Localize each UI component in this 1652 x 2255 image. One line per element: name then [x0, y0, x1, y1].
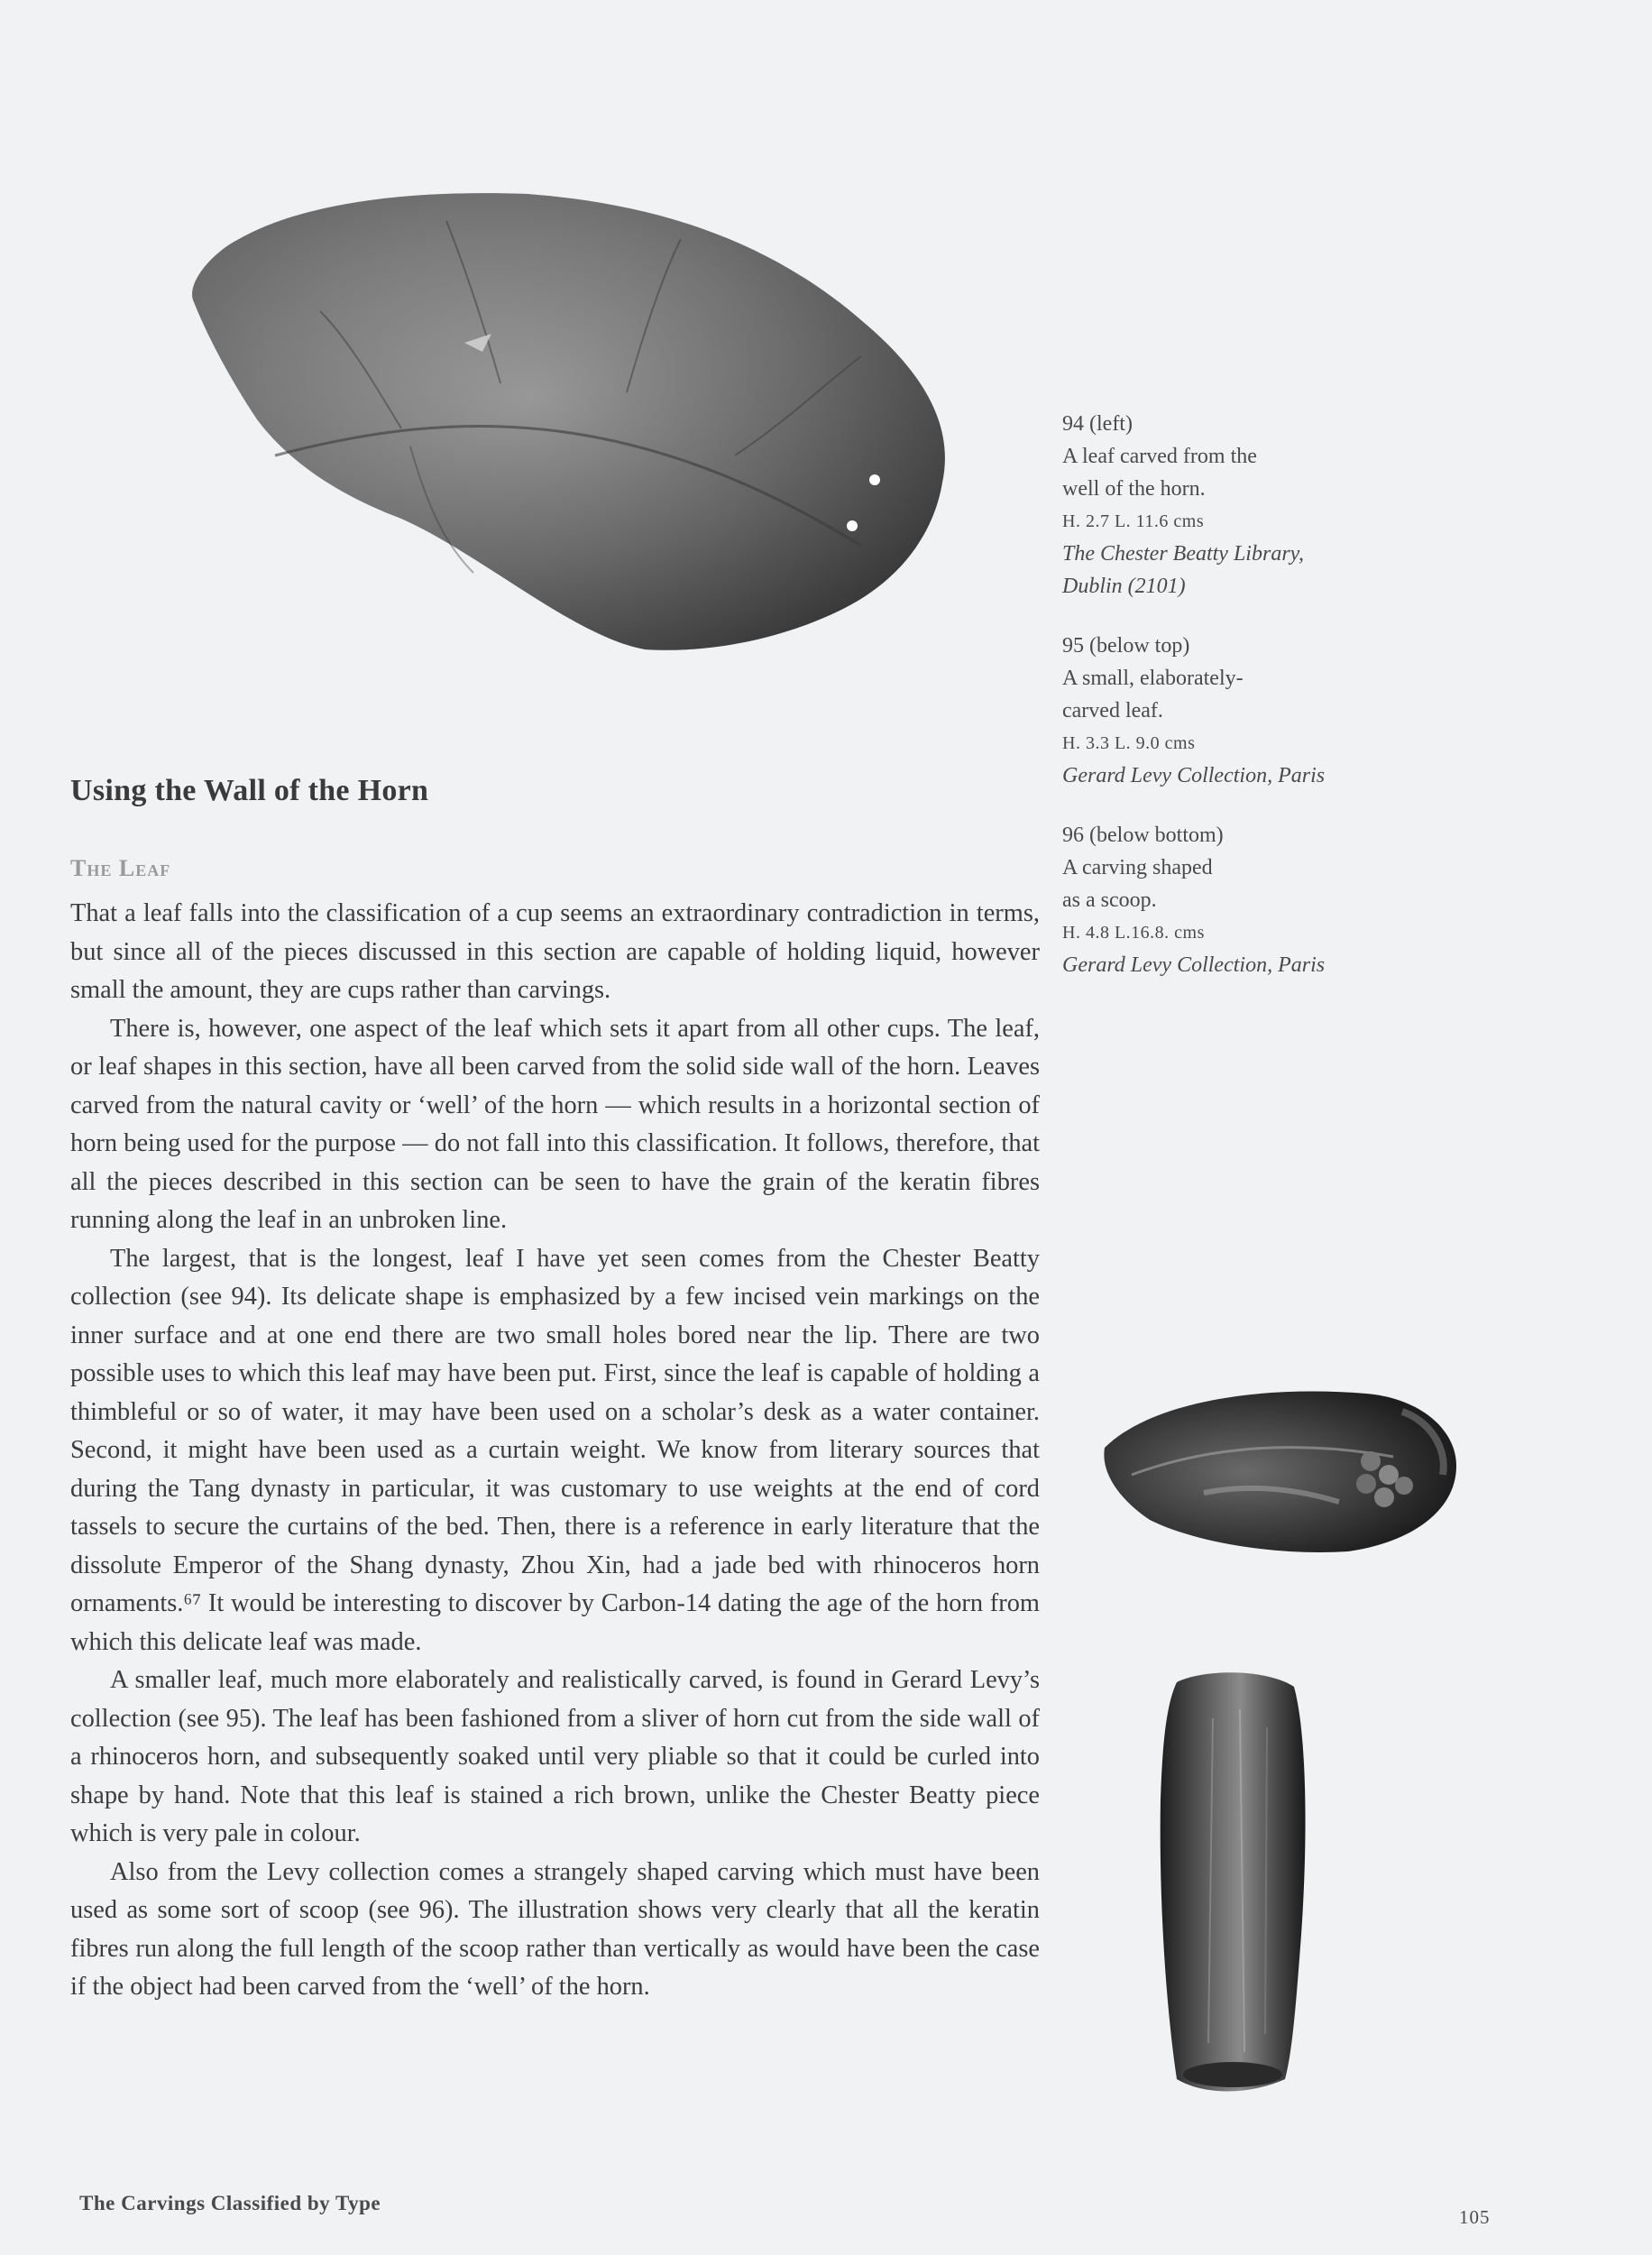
paragraph: A smaller leaf, much more elaborately and realistically carved, is found in Gerard Levy’s collection (see 95). The leaf has been fashioned from a sliver of horn cut from the side wall of a rhinoceros horn, and subsequently soaked until very pliable so that it could be curled into shape by hand. Note that this leaf is stained a rich brown, unlike the Chester Beatty piece which is very pale in colour.: [70, 1666, 1040, 1847]
caption-collection: Dublin (2101): [1062, 575, 1186, 598]
caption-collection: The Chester Beatty Library,: [1062, 542, 1304, 566]
paragraph: The largest, that is the longest, leaf I have yet seen comes from the Chester Beatty collection (see 94). Its delicate shape is emphasized by a few incised vein markings on the inner surface and at one end there are two small holes bored near the lip. There are two possible uses to which this leaf may have been put. First, since the leaf is capable of holding a thimbleful or so of water, it may have been used on a scholar’s desk as a water container. Second, it might have been used as a curtain weight. We know from literary sources that during the Tang dynasty in particular, it was customary to use weights at the end of cord tassels to secure the curtains of the bed. Then, there is a reference in early literature that the dissolute Emperor of the Shang dynasty, Zhou Xin, had a jade bed with rhinoceros horn ornaments.⁶⁷ It would be interesting to discover by Carbon-14 dating the age of the horn from which this delicate leaf was made.: [70, 1244, 1040, 1656]
caption-line: A small, elaborately-: [1062, 667, 1244, 690]
caption-line: well of the horn.: [1062, 477, 1206, 501]
caption-line: as a scoop.: [1062, 888, 1157, 912]
small-carved-leaf-photo-95: [1096, 1376, 1465, 1560]
caption-dimensions: H. 3.3 L. 9.0 cms: [1062, 733, 1196, 753]
subheading: The Leaf: [70, 855, 171, 881]
caption-collection: Gerard Levy Collection, Paris: [1062, 764, 1326, 787]
section-heading: Using the Wall of the Horn: [70, 774, 429, 807]
paragraph: Also from the Levy collection comes a strangely shaped carving which must have been used as some sort of scoop (see 96). The illustration shows very clearly that all the keratin fibres run along the full length of the scoop rather than vertically as would have been the case if the object had been carved from the ‘well’ of the horn.: [70, 1857, 1040, 2001]
caption-number: 96 (below bottom): [1062, 824, 1224, 847]
leaf-cup-photo-94: [176, 185, 960, 663]
caption-96: [1062, 819, 1360, 981]
scoop-carving-photo-96: [1150, 1664, 1312, 2097]
running-footer: The Carvings Classified by Type: [79, 2192, 381, 2214]
figure-captions: [1062, 408, 1360, 1008]
caption-number: 94 (left): [1062, 412, 1133, 436]
caption-line: A carving shaped: [1062, 856, 1213, 879]
body-text: [70, 895, 1040, 2007]
caption-line: A leaf carved from the: [1062, 445, 1257, 468]
caption-number: 95 (below top): [1062, 634, 1190, 658]
paragraph: That a leaf falls into the classification of a cup seems an extraordinary contradiction in terms, but since all of the pieces discussed in this section are capable of holding liquid, however small the amount, they are cups rather than carvings.: [70, 899, 1040, 1004]
paragraph: There is, however, one aspect of the leaf which sets it apart from all other cups. The leaf, or leaf shapes in this section, have all been carved from the solid side wall of the horn. Leaves carved from the natural cavity or ‘well’ of the horn — which results in a horizontal section of horn being used for the purpose — do not fall into this classification. It follows, therefore, that all the pieces described in this section can be seen to have the grain of the keratin fibres running along the leaf in an unbroken line.: [70, 1014, 1040, 1234]
page-number: 105: [1459, 2206, 1491, 2228]
caption-dimensions: H. 4.8 L.16.8. cms: [1062, 923, 1205, 943]
caption-dimensions: H. 2.7 L. 11.6 cms: [1062, 511, 1205, 531]
caption-94: [1062, 408, 1360, 603]
caption-95: [1062, 630, 1360, 792]
caption-line: carved leaf.: [1062, 699, 1163, 723]
caption-collection: Gerard Levy Collection, Paris: [1062, 953, 1326, 977]
